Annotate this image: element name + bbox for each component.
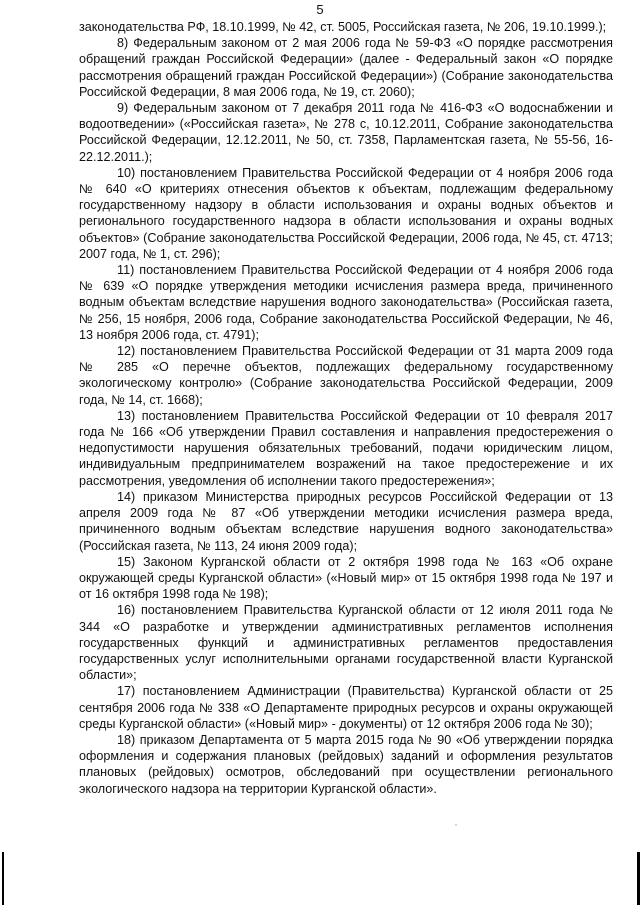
paragraph-item-9: 9) Федеральным законом от 7 декабря 2011 года № 416-ФЗ «О водоснабжении и водоотведении» («Российская газета», № 278 с, 10.12.2011, Собрание законодательства Российской Федерации, 12.12.2011, № 50, ст. 7358, Парламентская газета, № 55-56, 16-22.12.2011.); [79, 101, 613, 164]
scan-edge-left [2, 852, 4, 905]
paragraph-item-17: 17) постановлением Администрации (Правительства) Курганской области от 25 сентября 2006 года № 338 «О Департаменте природных ресурсов и охраны окружающей среды Курганской области» («Новый мир» - документы) от 12 октября 2006 года № 30); [79, 684, 613, 731]
paragraph-item-15: 15) Законом Курганской области от 2 октября 1998 года № 163 «Об охране окружающей среды Курганской области» («Новый мир» от 15 октября 1998 года № 197 и от 16 октября 1998 года № 198); [79, 554, 613, 602]
paragraph-item-14: 14) приказом Министерства природных ресурсов Российской Федерации от 13 апреля 2009 года № 87 «Об утверждении методики исчисления размера вреда, причиненного водным объектам вследствие нарушения водного законодательства» (Российская газета, № 113, 24 июня 2009 года); [79, 489, 613, 553]
paragraph-continuation: законодательства РФ, 18.10.1999, № 42, ст. 5005, Российская газета, № 206, 19.10.1999.); [79, 20, 607, 34]
scan-speck [455, 824, 457, 826]
paragraph-item-10: 10) постановлением Правительства Российской Федерации от 4 ноября 2006 года № 640 «О критериях отнесения объектов к объектам, подлежащим федеральному государственному надзору в области использования и охраны водных объектов и регионального государственного надзора в области использования и охраны водных объектов» (Собрание законодательства Российской Федерации, 2006 года, № 45, ст. 4713; 2007 года, № 1, ст. 296); [79, 165, 613, 261]
paragraph-item-12: 12) постановлением Правительства Российской Федерации от 31 марта 2009 года № 285 «О перечне объектов, подлежащих федеральному государственному экологическому контролю» (Собрание законодательства Российской Федерации, 2009 года, № 14, ст. 1668); [79, 344, 613, 407]
paragraph-item-8: 8) Федеральным законом от 2 мая 2006 года № 59-ФЗ «О порядке рассмотрения обращений граждан Российской Федерации» (далее - Федеральный закон «О порядке рассмотрения обращений граждан Российской Федерации») (Собрание законодательства Российской Федерации, 8 мая 2006 года, № 19, ст. 2060); [79, 36, 613, 99]
paragraph-item-18: 18) приказом Департамента от 5 марта 2015 года № 90 «Об утверждении порядка оформления и содержания плановых (рейдовых) заданий и оформления результатов плановых (рейдовых) осмотров, обследований при осуществлении регионального экологического надзора на территории Курганской области». [79, 732, 613, 796]
paragraph-item-13: 13) постановлением Правительства Российской Федерации от 10 февраля 2017 года № 166 «Об утверждении Правил составления и направления предостережения о недопустимости нарушения обязательных требований, подачи юридическим лицом, индивидуальным предпринимателем возражений на такое предостережение и их рассмотрения, уведомления об исполнении такого предостережения»; [79, 408, 613, 488]
paragraph-item-11: 11) постановлением Правительства Российской Федерации от 4 ноября 2006 года № 639 «О порядке утверждения методики исчисления размера вреда, причиненного водным объектам вследствие нарушения водного законодательства» (Российская газета, № 256, 15 ноября, 2006 года, Собрание законодательства Российской Федерации, № 46, 13 ноября 2006 года, ст. 4791); [79, 263, 613, 342]
page-number: 5 [316, 2, 324, 17]
paragraph-item-16: 16) постановлением Правительства Курганской области от 12 июля 2011 года № 344 «О разработке и утверждении административных регламентов исполнения государственных функций и административных регламентов предоставления государственных услуг исполнительными органами государственной власти Курганской области»; [79, 603, 613, 683]
document-body [79, 19, 613, 797]
